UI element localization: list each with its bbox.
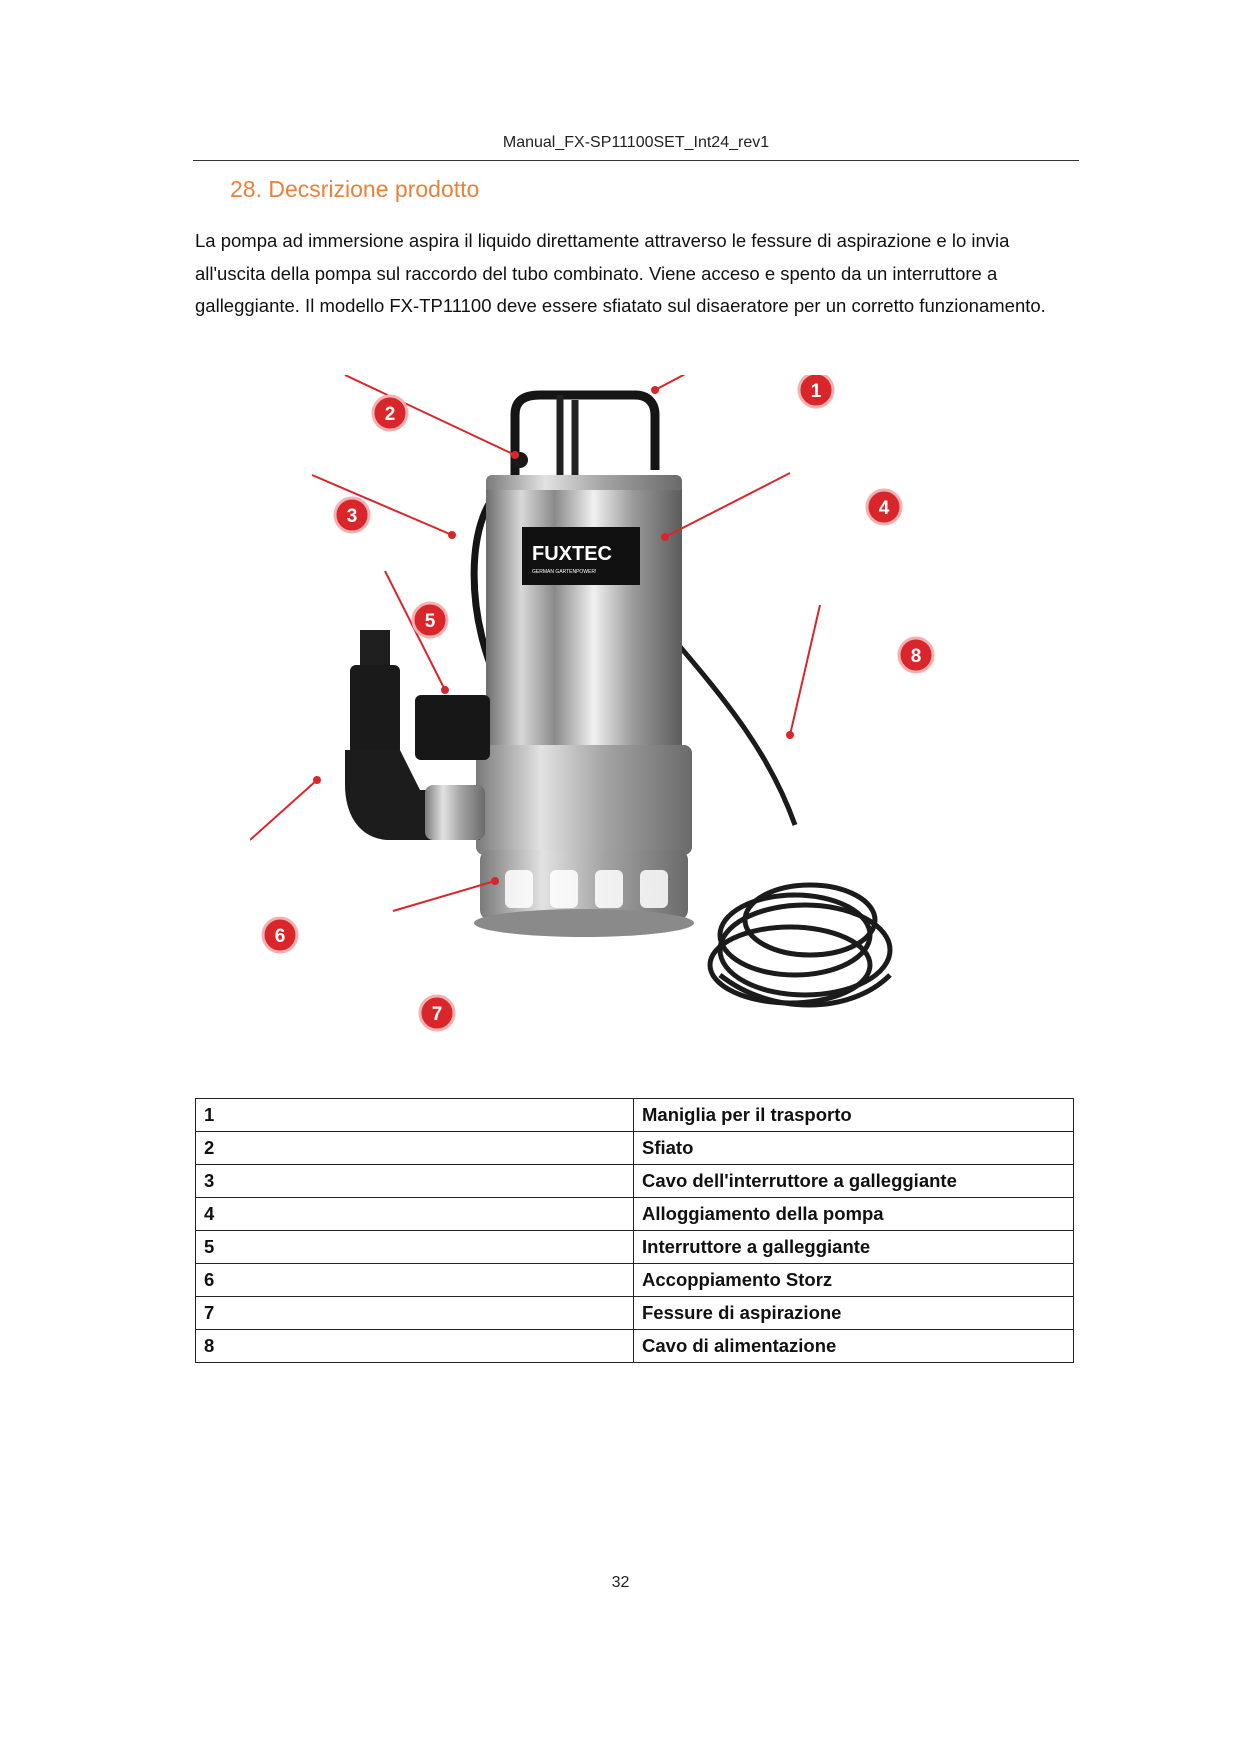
table-row xyxy=(196,1099,1074,1132)
svg-text:3: 3 xyxy=(346,506,358,527)
callout-badge-7 xyxy=(420,996,454,1030)
part-label: Maniglia per il trasporto xyxy=(634,1099,1074,1132)
part-label: Alloggiamento della pompa xyxy=(634,1198,1074,1231)
part-label: Accoppiamento Storz xyxy=(634,1264,1074,1297)
part-number: 4 xyxy=(196,1198,634,1231)
brand-logo xyxy=(522,527,640,585)
float-switch xyxy=(415,695,490,760)
svg-text:1: 1 xyxy=(810,381,822,402)
intro-paragraph: La pompa ad immersione aspira il liquido direttamente attraverso le fessure di aspirazione e lo invia all'uscita della pompa sul raccordo del tubo combinato. Viene acceso e spento da un interruttore a galleggiante. Il modello FX-TP11100 deve essere sfiatato sul disaeratore per un corretto funzionamento. xyxy=(195,230,1046,316)
table-row xyxy=(196,1165,1074,1198)
storz-coupling xyxy=(345,630,490,840)
part-number: 8 xyxy=(196,1330,634,1363)
callout-badge-3 xyxy=(335,498,369,532)
page-number: 32 xyxy=(611,1574,630,1591)
part-number: 5 xyxy=(196,1231,634,1264)
callout-badge-6 xyxy=(263,918,297,952)
part-number: 6 xyxy=(196,1264,634,1297)
svg-text:6: 6 xyxy=(274,926,286,947)
table-row xyxy=(196,1231,1074,1264)
callout-badge-4 xyxy=(867,490,901,524)
svg-text:5: 5 xyxy=(424,611,436,632)
section-title: 28. Decsrizione prodotto xyxy=(230,176,480,202)
part-label: Cavo dell'interruttore a galleggiante xyxy=(634,1165,1074,1198)
svg-text:8: 8 xyxy=(910,646,922,667)
suction-base xyxy=(474,850,694,937)
svg-text:7: 7 xyxy=(431,1004,443,1025)
callout-badge-2 xyxy=(373,396,407,430)
part-label: Sfiato xyxy=(634,1132,1074,1165)
table-row xyxy=(196,1198,1074,1231)
document-header: Manual_FX-SP11100SET_Int24_rev1 xyxy=(502,134,770,151)
svg-text:FUXTEC: FUXTEC xyxy=(532,543,612,565)
svg-text:GERMAN GARTENPOWER!: GERMAN GARTENPOWER! xyxy=(532,569,597,575)
power-cable xyxy=(670,635,890,1005)
callout-badge-5 xyxy=(413,603,447,637)
part-label: Cavo di alimentazione xyxy=(634,1330,1074,1363)
table-row xyxy=(196,1264,1074,1297)
callout-badge-8 xyxy=(899,638,933,672)
part-number: 1 xyxy=(196,1099,634,1132)
pump-figure xyxy=(250,375,990,1075)
table-row xyxy=(196,1297,1074,1330)
part-number: 7 xyxy=(196,1297,634,1330)
parts-table xyxy=(195,1098,1074,1363)
part-label: Fessure di aspirazione xyxy=(634,1297,1074,1330)
header-rule xyxy=(193,160,1079,161)
table-row xyxy=(196,1330,1074,1363)
svg-text:4: 4 xyxy=(878,498,890,519)
callout-badge-1 xyxy=(799,375,833,407)
part-label: Interruttore a galleggiante xyxy=(634,1231,1074,1264)
table-row xyxy=(196,1132,1074,1165)
part-number: 3 xyxy=(196,1165,634,1198)
pump-collar xyxy=(476,745,692,855)
svg-text:2: 2 xyxy=(384,404,396,425)
carry-handle xyxy=(515,395,655,480)
part-number: 2 xyxy=(196,1132,634,1165)
